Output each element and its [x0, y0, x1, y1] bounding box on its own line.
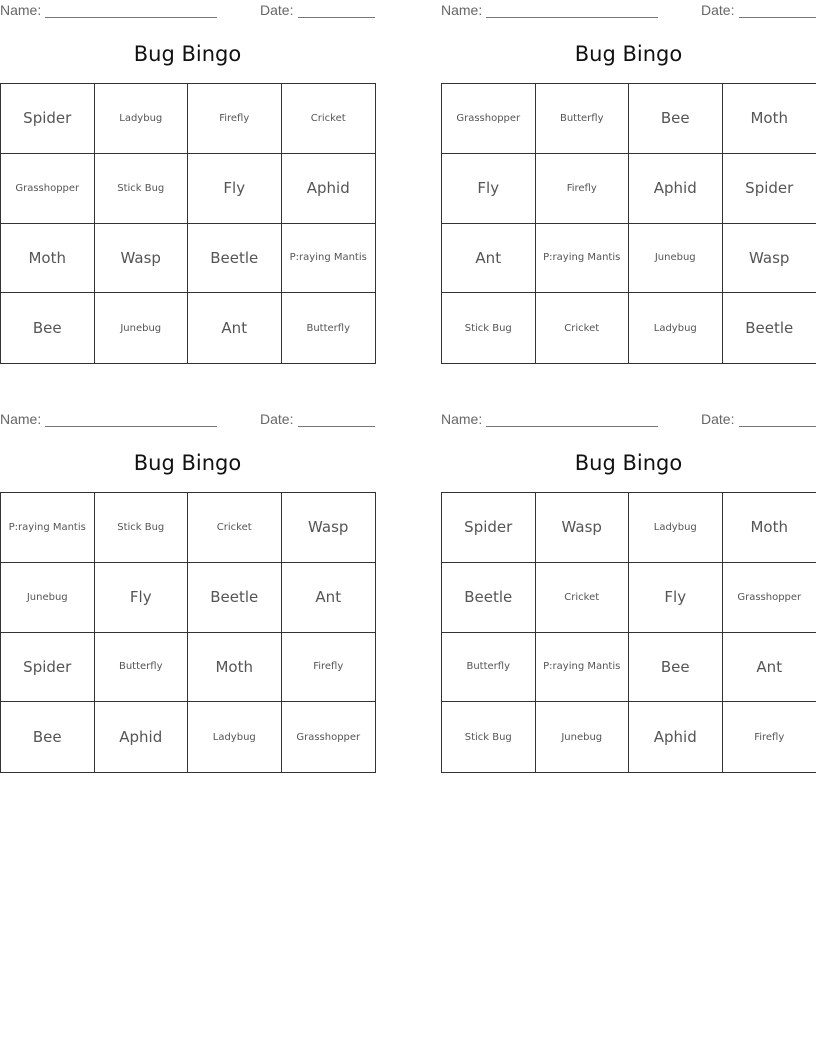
bingo-cell: Cricket: [282, 84, 376, 154]
bingo-card: [441, 409, 816, 773]
bingo-grid: [0, 83, 376, 364]
name-blank-line: [486, 426, 658, 427]
bingo-cell: Butterfly: [442, 633, 536, 703]
bingo-cell: Moth: [188, 633, 282, 703]
bingo-cell: Aphid: [629, 702, 723, 772]
name-blank-line: [45, 17, 217, 18]
bingo-cell: Beetle: [745, 319, 794, 338]
bingo-cell: Junebug: [95, 293, 189, 363]
bingo-cell: Junebug: [1, 563, 95, 633]
bingo-cell: Spider: [1, 633, 95, 703]
bingo-cell: P:raying Mantis: [536, 633, 630, 703]
bingo-cell: Cricket: [536, 293, 630, 363]
bingo-cell: Ladybug: [188, 702, 282, 772]
bingo-cell: Ant: [442, 224, 536, 294]
name-label: Name:: [0, 2, 42, 18]
bingo-cell: Firefly: [536, 154, 630, 224]
bingo-cell: Butterfly: [306, 322, 351, 334]
card-title: Bug Bingo: [574, 42, 683, 66]
bingo-grid: [441, 492, 816, 773]
bingo-cell: Stick Bug: [95, 493, 189, 563]
bingo-cell: Butterfly: [536, 84, 630, 154]
bingo-cell: Aphid: [95, 702, 189, 772]
name-blank-line: [45, 426, 217, 427]
name-date-row: [0, 411, 375, 429]
bingo-cell: Wasp: [723, 224, 816, 294]
bingo-cell: Moth: [723, 84, 816, 154]
bingo-cell: Firefly: [282, 633, 376, 703]
bingo-cell: Grasshopper: [723, 563, 816, 633]
date-blank-line: [739, 426, 816, 427]
bingo-cell: Butterfly: [95, 633, 189, 703]
bingo-cell: Bee: [1, 702, 95, 772]
bingo-cell: Junebug: [629, 224, 723, 294]
bingo-cell: Fly: [442, 154, 536, 224]
bingo-cell: Grasshopper: [1, 154, 95, 224]
bingo-cell: Wasp: [536, 493, 630, 563]
bingo-cell: Beetle: [188, 224, 282, 294]
date-label: Date:: [701, 2, 735, 18]
bingo-cell: Bee: [1, 293, 95, 363]
bingo-cell: Fly: [95, 563, 189, 633]
bingo-cell: Spider: [1, 84, 95, 154]
bingo-cell: Beetle: [442, 563, 536, 633]
name-label: Name:: [0, 411, 42, 427]
date-label: Date:: [260, 2, 294, 18]
name-label: Name:: [441, 411, 483, 427]
bingo-cell: Wasp: [282, 493, 376, 563]
bingo-cell: Stick Bug: [442, 702, 536, 772]
bingo-cell: Cricket: [188, 493, 282, 563]
bingo-cell: Moth: [1, 224, 95, 294]
bingo-cell: Firefly: [188, 84, 282, 154]
bingo-card: [0, 0, 375, 364]
bingo-cell: Ladybug: [629, 493, 723, 563]
bingo-cell: Bee: [629, 633, 723, 703]
bingo-cell: P:raying Mantis: [282, 224, 376, 294]
bingo-cell: Firefly: [754, 731, 785, 743]
date-blank-line: [298, 426, 375, 427]
bingo-cell: Ladybug: [95, 84, 189, 154]
name-date-row: [441, 2, 816, 20]
bingo-cell: Aphid: [282, 154, 376, 224]
bingo-cell: Fly: [188, 154, 282, 224]
bingo-grid: [0, 492, 376, 773]
bingo-cell: Junebug: [536, 702, 630, 772]
bingo-grid: [441, 83, 816, 364]
bingo-card: [441, 0, 816, 364]
date-label: Date:: [701, 411, 735, 427]
card-title: Bug Bingo: [133, 451, 242, 475]
date-blank-line: [298, 17, 375, 18]
bingo-cell: Grasshopper: [296, 731, 361, 743]
bingo-cell: Aphid: [629, 154, 723, 224]
bingo-cell: Bee: [629, 84, 723, 154]
bingo-cell: P:raying Mantis: [536, 224, 630, 294]
bingo-cell: Spider: [723, 154, 816, 224]
bingo-cell: Ant: [282, 563, 376, 633]
card-title: Bug Bingo: [133, 42, 242, 66]
bingo-cell: Wasp: [95, 224, 189, 294]
name-date-row: [0, 2, 375, 20]
bingo-cell: Ladybug: [629, 293, 723, 363]
bingo-cell: Grasshopper: [442, 84, 536, 154]
bingo-card: [0, 409, 375, 773]
bingo-cell: Stick Bug: [442, 293, 536, 363]
bingo-cell: Ant: [723, 633, 816, 703]
name-label: Name:: [441, 2, 483, 18]
bingo-cell: Fly: [629, 563, 723, 633]
bingo-cell: P:raying Mantis: [1, 493, 95, 563]
bingo-cell: Moth: [723, 493, 816, 563]
name-blank-line: [486, 17, 658, 18]
bingo-cell: Ant: [188, 293, 282, 363]
date-label: Date:: [260, 411, 294, 427]
bingo-cell: Beetle: [188, 563, 282, 633]
card-title: Bug Bingo: [574, 451, 683, 475]
bingo-cell: Cricket: [536, 563, 630, 633]
date-blank-line: [739, 17, 816, 18]
bingo-cell: Spider: [442, 493, 536, 563]
name-date-row: [441, 411, 816, 429]
bingo-cell: Stick Bug: [95, 154, 189, 224]
